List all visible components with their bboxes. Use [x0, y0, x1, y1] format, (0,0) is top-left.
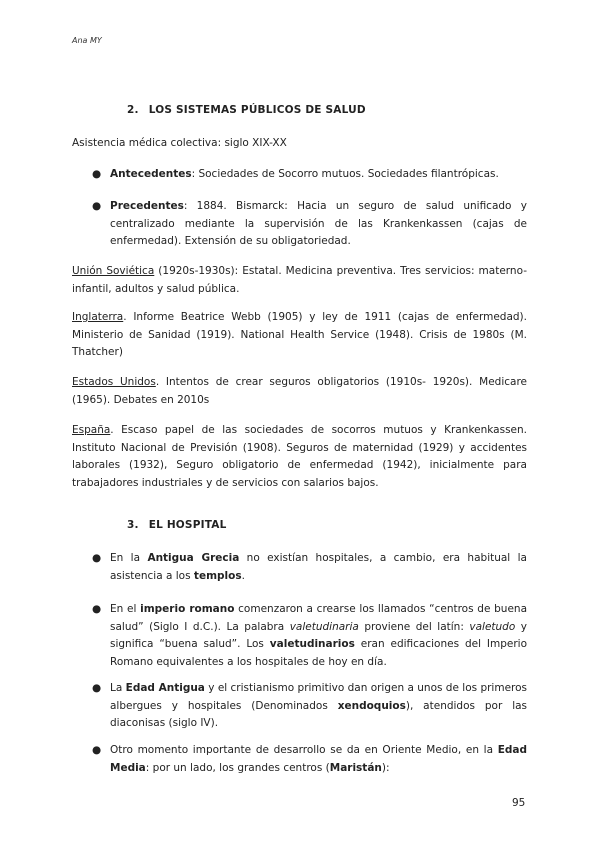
italic-term: valetudinaria — [289, 620, 359, 633]
italic-term: valetudo — [469, 620, 516, 633]
country-estados-unidos — [72, 374, 527, 409]
bullet-edad-media — [110, 742, 527, 777]
author-header: Ana MY — [72, 36, 102, 45]
bold-term: templos — [193, 569, 242, 582]
bullet-edad-antigua — [110, 680, 527, 733]
bullet-icon: ● — [92, 603, 102, 615]
country-union-sovietica — [72, 263, 527, 298]
text: proviene del latín: — [358, 620, 470, 633]
section-3-title: EL HOSPITAL — [148, 519, 227, 531]
bullet-icon: ● — [92, 168, 102, 180]
bold-term: Maristán — [329, 761, 382, 774]
page-number: 95 — [512, 797, 526, 809]
bold-term: xendoquios — [337, 699, 406, 712]
country-text: (1920s-1930s): Estatal. Medicina preventiva. Tres servicios: materno-infantil, adultos y salud pública. — [72, 265, 527, 295]
section-2-heading — [127, 104, 366, 116]
bold-term: Antigua Grecia — [147, 552, 240, 564]
text: En la — [110, 552, 148, 564]
bullet-antecedentes — [110, 166, 527, 184]
bullet-roma — [110, 601, 527, 671]
country-name: Estados Unidos — [72, 376, 156, 388]
text: no existían hospitales, a cambio, era habitual la asistencia a los — [110, 552, 527, 582]
text: y el cristianismo primitivo dan origen a unos de los primeros albergues y hospitales (Denominados — [110, 682, 528, 712]
country-name: Inglaterra — [72, 311, 124, 323]
text: La — [110, 682, 126, 694]
section-3-number: 3. — [127, 519, 139, 531]
bold-term: Edad Media — [110, 744, 527, 774]
section-2-number: 2. — [127, 104, 139, 116]
text: . — [241, 569, 245, 582]
section-3-heading — [127, 519, 226, 531]
country-text: . Escaso papel de las sociedades de socorros mutuos y Krankenkassen. Instituto Nacional de Previsión (1908). Seguros de maternidad (1929) y accidentes laborales (1932), Seguro obligatorio de enfermedad (1942), inicialmente para trabajadores industriales y de servicios con salarios bajos. — [72, 424, 527, 489]
bullet-icon: ● — [92, 552, 102, 564]
bullet-icon: ● — [92, 682, 102, 694]
text: ), atendidos por las diaconisas (siglo IV). — [110, 699, 528, 729]
bullet-label: Precedentes — [110, 200, 184, 212]
text: : por un lado, los grandes centros ( — [145, 761, 330, 774]
text: ): — [381, 761, 390, 774]
bullet-text: : Sociedades de Socorro mutuos. Sociedades filantrópicas. — [191, 168, 499, 180]
country-name: España — [72, 424, 111, 436]
bold-term: valetudinarios — [269, 638, 355, 650]
bullet-text: : 1884. Bismarck: Hacia un seguro de salud unificado y centralizado mediante la supervisión de las Krankenkassen (cajas de enfermedad). Extensión de su obligatoriedad. — [110, 200, 527, 247]
text: y significa “buena salud”. Los — [110, 620, 527, 650]
text: Otro momento importante de desarrollo se da en Oriente Medio, en la — [110, 744, 498, 756]
country-espana — [72, 422, 527, 492]
bullet-grecia — [110, 550, 527, 585]
section-2-intro: Asistencia médica colectiva: siglo XIX-XX — [72, 137, 287, 149]
country-inglaterra — [72, 309, 527, 362]
section-2-title: LOS SISTEMAS PÚBLICOS DE SALUD — [148, 104, 366, 116]
bullet-label: Antecedentes — [110, 168, 192, 180]
country-text: . Intentos de crear seguros obligatorios (1910s- 1920s). Medicare (1965). Debates en 2010s — [72, 376, 527, 406]
bullet-icon: ● — [92, 200, 102, 212]
bullet-precedentes — [110, 198, 527, 251]
bullet-icon: ● — [92, 744, 102, 756]
country-text: . Informe Beatrice Webb (1905) y ley de 1911 (cajas de enfermedad). Ministerio de Sanidad (1919). National Health Service (1948). Crisis de 1980s (M. Thatcher) — [72, 311, 527, 358]
bold-term: imperio romano — [140, 603, 235, 615]
text: comenzaron a crearse los llamados “centros de buena salud” (Siglo I d.C.). La palabra — [110, 603, 528, 633]
country-name: Unión Soviética — [72, 265, 155, 277]
text: En el — [110, 603, 141, 615]
bold-term: Edad Antigua — [125, 682, 205, 694]
text: eran edificaciones del Imperio Romano equivalentes a los hospitales de hoy en día. — [110, 638, 527, 668]
